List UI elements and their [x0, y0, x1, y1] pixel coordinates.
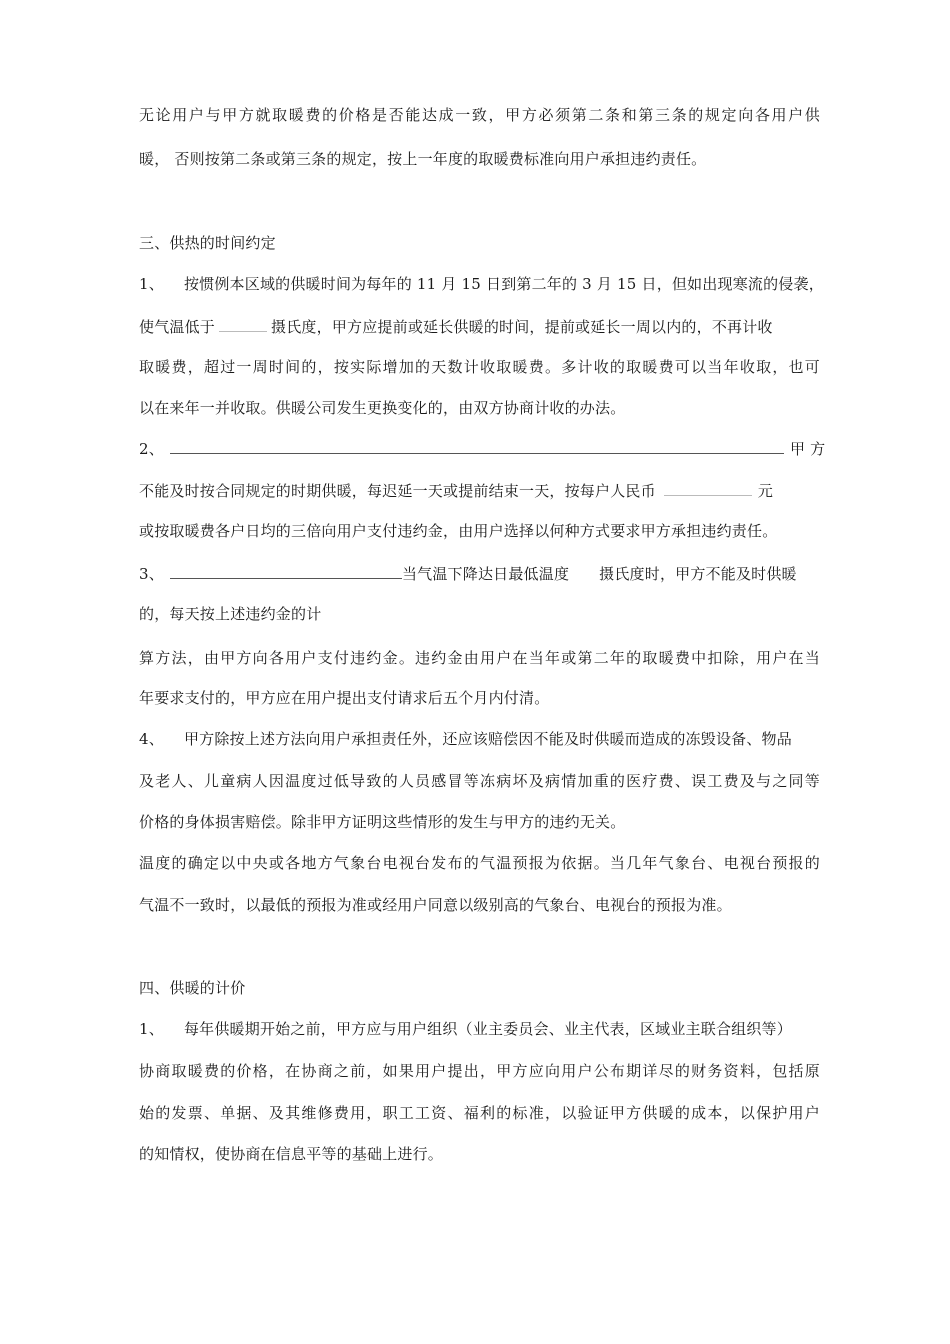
intro-line-2: 暖， 否则按第二条或第三条的规定，按上一年度的取暖费标准向用户承担违约责任。: [139, 150, 707, 168]
s3-item3-line-3: 算方法，由甲方向各用户支付违约金。违约金由用户在当年或第二年的取暖费中扣除，用户在当: [139, 649, 820, 667]
s3-item2-blank: [170, 438, 784, 454]
s3-note-line-1: 温度的确定以中央或各地方气象台电视台发布的气温预报为依据。当几年气象台、电视台预报的: [139, 854, 820, 872]
s3-item3-text-1b: 摄氏度时，甲方不能及时供暖: [599, 565, 797, 583]
s3-item1-line-4: 以在来年一并收取。供暖公司发生更换变化的，由双方协商计收的办法。: [139, 399, 626, 417]
s3-item4-text-1: 甲方除按上述方法向用户承担责任外，还应该赔偿因不能及时供暖而造成的冻毁设备、物品: [183, 730, 792, 748]
s4-item1-line-4: 的知情权，使协商在信息平等的基础上进行。: [139, 1145, 444, 1163]
s3-item3-text-1a: 当气温下降达日最低温度: [401, 565, 570, 583]
s3-item2-line-3: 或按取暖费各户日均的三倍向用户支付违约金，由用户选择以何种方式要求甲方承担违约责任。: [139, 522, 778, 540]
section-4-heading: 四、供暖的计价: [139, 979, 246, 997]
s4-item1-number: 1、: [139, 1020, 164, 1038]
s3-item3-line-1: [139, 563, 797, 584]
s3-item2-line-2: [139, 480, 773, 501]
s4-item1-line-2: 协商取暖费的价格，在协商之前，如果用户提出，甲方应向用户公布期详尽的财务资料，包括原: [139, 1062, 820, 1080]
s3-item4-line-1: [139, 729, 792, 749]
s3-item3-line-2: 的，每天按上述违约金的计: [139, 605, 322, 623]
s3-item3-blank: [170, 563, 402, 579]
amount-blank: [664, 480, 752, 496]
s3-item3-number: 3、: [139, 565, 164, 583]
s4-item1-line-3: 始的发票、单据、及其维修费用，职工工资、福利的标准，以验证甲方供暖的成本，以保护用户: [139, 1104, 820, 1122]
s4-item1-line-1: [139, 1019, 792, 1039]
s3-item2-number: 2、: [139, 440, 164, 458]
s3-item1-number: 1、: [139, 275, 164, 293]
s3-item1-text-2a: 使气温低于: [139, 318, 216, 336]
s3-item3-line-4: 年要求支付的，甲方应在用户提出支付请求后五个月内付清。: [139, 689, 550, 707]
s3-item4-line-3: 价格的身体损害赔偿。除非甲方证明这些情形的发生与甲方的违约无关。: [139, 813, 626, 831]
s3-item2-text-2a: 不能及时按合同规定的时期供暖，每迟延一天或提前结束一天，按每户人民币: [139, 482, 656, 500]
s3-item1-text-1: 按惯例本区域的供暖时间为每年的 11 月 15 日到第二年的 3 月 15 日，但如出现寒流的侵袭，: [183, 275, 824, 293]
s3-item2-text-2b: 元: [757, 482, 774, 500]
intro-line-1: 无论用户与甲方就取暖费的价格是否能达成一致，甲方必须第二条和第三条的规定向各用户供: [139, 106, 820, 124]
s3-item1-text-2b: 摄氏度，甲方应提前或延长供暖的时间，提前或延长一周以内的，不再计收: [271, 318, 773, 336]
temperature-blank: [219, 316, 267, 332]
section-3-heading: 三、供热的时间约定: [139, 234, 276, 252]
s3-item1-line-2: [139, 316, 773, 337]
s3-item2-text-1-end: 甲 方: [789, 440, 826, 458]
s3-item4-number: 4、: [139, 730, 164, 748]
s3-note-line-2: 气温不一致时，以最低的预报为准或经用户同意以级别高的气象台、电视台的预报为准。: [139, 896, 732, 914]
s3-item1-line-1: [139, 274, 824, 294]
s3-item2-line-1: [139, 438, 825, 459]
s3-item1-line-3: 取暖费，超过一周时间的，按实际增加的天数计收取暖费。多计收的取暖费可以当年收取，也可: [139, 358, 820, 376]
s3-item4-line-2: 及老人、儿童病人因温度过低导致的人员感冒等冻病坏及病情加重的医疗费、误工费及与之同等: [139, 772, 820, 790]
s4-item1-text-1: 每年供暖期开始之前，甲方应与用户组织（业主委员会、业主代表，区域业主联合组织等）: [183, 1020, 792, 1038]
